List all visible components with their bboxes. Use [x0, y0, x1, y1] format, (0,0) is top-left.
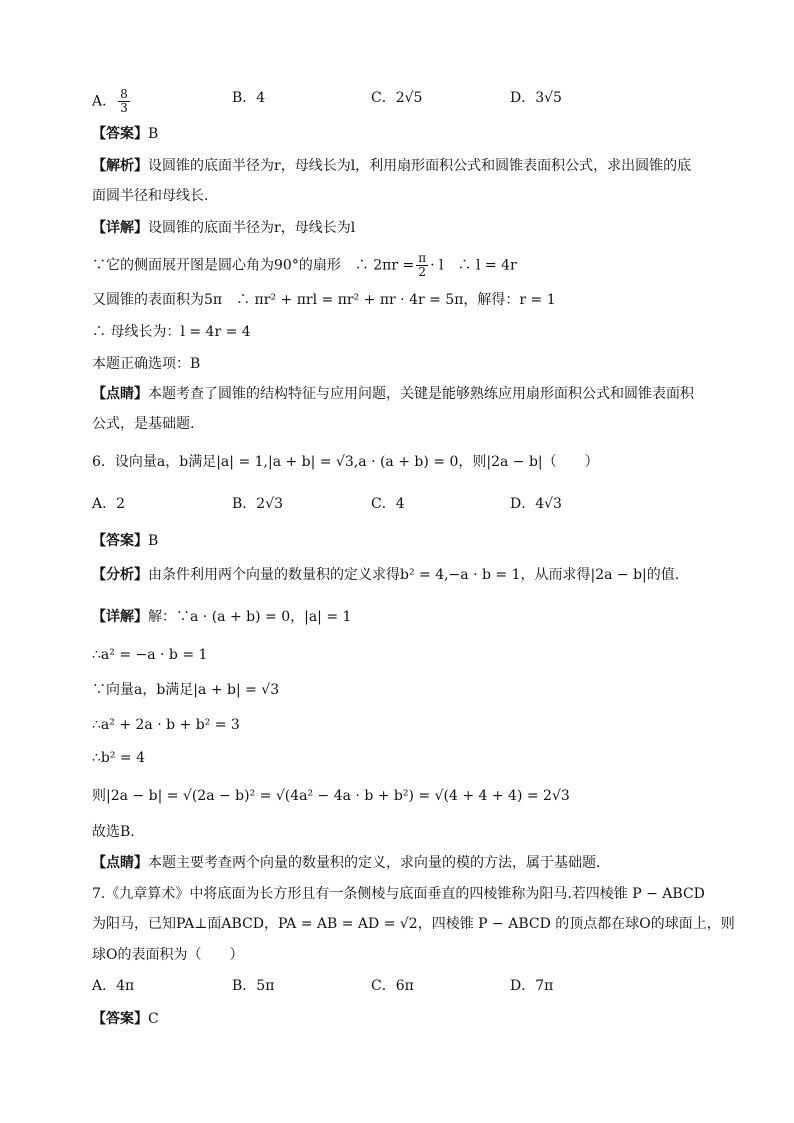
q6-detail-line-5: ∴b² = 4: [92, 750, 146, 766]
q6-comment: 【点睛】本题主要考查两个向量的数量积的定义，求向量的模的方法，属于基础题.: [92, 855, 601, 871]
q7-answer: 【答案】C: [92, 1011, 159, 1027]
q5-analysis-line-1: 【解析】设圆锥的底面半径为r，母线长为l，利用扇形面积公式和圆锥表面积公式，求出圆锥的底: [92, 158, 692, 174]
q5-option-c: C．2√5: [371, 90, 423, 106]
q5-detail-line-1: 【详解】设圆锥的底面半径为r，母线长为l: [92, 220, 356, 236]
q6-option-b: B．2√3: [232, 496, 284, 512]
q6-detail-line-2: ∴a² = −a · b = 1: [92, 647, 208, 663]
q5-detail-line-3: 又圆锥的表面积为5π ∴ πr² + πrl = πr² + πr · 4r = 5π，解得：r = 1: [92, 292, 556, 308]
q7-stem-line-1: 7.《九章算术》中将底面为长方形且有一条侧棱与底面垂直的四棱锥称为阳马.若四棱锥 P − ABCD: [92, 886, 705, 902]
q6-stem: 6．设向量a，b满足|a| = 1,|a + b| = √3,a · (a + b) = 0，则|2a − b|（ ）: [92, 454, 599, 470]
q5-option-b: B．4: [232, 90, 266, 106]
q6-analysis: 【分析】由条件利用两个向量的数量积的定义求得b² = 4,−a · b = 1，从而求得|2a − b|的值.: [92, 567, 680, 583]
q5-detail-line-5: 本题正确选项：B: [92, 356, 201, 372]
q7-option-d: D．7π: [510, 978, 554, 994]
q6-answer: 【答案】B: [92, 533, 159, 549]
q6-detail-line-7: 故选B.: [92, 824, 135, 840]
q6-option-d: D．4√3: [510, 496, 562, 512]
q5-comment-line-1: 【点睛】本题考查了圆锥的结构特征与应用问题，关键是能够熟练应用扇形面积公式和圆锥表面积: [92, 386, 694, 402]
q5-option-d: D．3√5: [510, 90, 562, 106]
q7-option-c: C．6π: [371, 978, 414, 994]
q5-answer: 【答案】B: [92, 126, 159, 142]
q5-option-a-fraction: $\frac{8}{3}$: [120, 87, 128, 115]
q7-stem-line-2: 为阳马，已知PA⊥面ABCD，PA = AB = AD = √2，四棱锥 P − ABCD 的顶点都在球O的球面上，则: [92, 916, 735, 932]
q7-stem-line-3: 球O的表面积为（ ）: [92, 947, 244, 963]
q6-detail-line-3: ∵向量a，b满足|a + b| = √3: [92, 682, 280, 698]
q6-detail-line-1: 【详解】解：∵a · (a + b) = 0，|a| = 1: [92, 609, 352, 625]
q5-comment-line-2: 公式，是基础题.: [92, 416, 195, 432]
q6-option-a: A．2: [92, 496, 126, 512]
q5-option-a: A． $\frac{8}{3}$: [92, 87, 128, 115]
q5-analysis-line-2: 面圆半径和母线长.: [92, 188, 209, 204]
q5-detail-line-4: ∴ 母线长为：l = 4r = 4: [92, 324, 251, 340]
q6-option-c: C．4: [371, 496, 405, 512]
q6-detail-line-4: ∴a² + 2a · b + b² = 3: [92, 717, 240, 733]
q5-detail-line-2: ∵它的侧面展开图是圆心角为90°的扇形 ∴ 2πr = $\frac{\pi}{2}$ · l ∴ l = 4r: [92, 251, 517, 279]
q6-detail-line-6: 则|2a − b| = √(2a − b)² = √(4a² − 4a · b + b²) = √(4 + 4 + 4) = 2√3: [92, 788, 570, 804]
q7-option-a: A．4π: [92, 978, 135, 994]
pi-over-2-fraction: $\frac{\pi}{2}$: [418, 251, 427, 279]
q7-option-b: B．5π: [232, 978, 275, 994]
